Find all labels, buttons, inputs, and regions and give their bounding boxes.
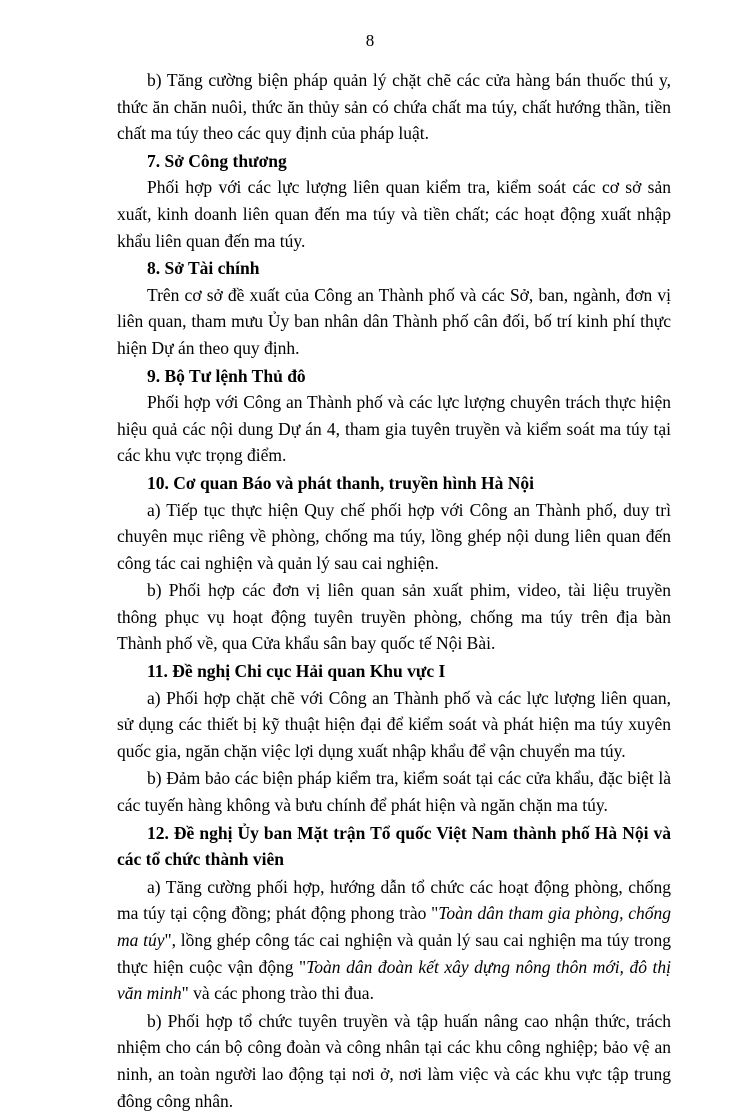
campaign-name-2: Toàn dân đoàn kết xây dựng nông thôn mới, đô thị văn minh xyxy=(117,956,671,1004)
paragraph-customs-b: b) Đảm bảo các biện pháp kiểm tra, kiểm soát tại các cửa khẩu, đặc biệt là các tuyến hàng không và bưu chính để phát hiện và ngăn chặn ma túy. xyxy=(117,768,671,816)
paragraph-fatherland-front-b: b) Phối hợp tổ chức tuyên truyền và tập huấn nâng cao nhận thức, trách nhiệm cho cán bộ công đoàn và công nhân tại các khu công nghiệp; bảo vệ an ninh, an toàn người lao động tại nơi ở, nơi làm việc và các khu vực tập trung đông công nhân. xyxy=(117,1010,671,1111)
document-body xyxy=(117,67,671,1114)
paragraph-industry-trade: Phối hợp với các lực lượng liên quan kiểm tra, kiểm soát các cơ sở sản xuất, kinh doanh liên quan đến ma túy và tiền chất; các hoạt động xuất nhập khẩu liên quan đến ma túy. xyxy=(117,177,671,251)
text-segment: ", lồng ghép công tác cai nghiện và quản lý sau cai nghiện ma túy trong thực hiện cuộc vận động " xyxy=(117,930,671,977)
heading-hanoi-press-broadcast: 10. Cơ quan Báo và phát thanh, truyền hình Hà Nội xyxy=(147,472,535,493)
heading-department-industry-trade: 7. Sở Công thương xyxy=(147,150,287,171)
page-number: 8 xyxy=(365,31,375,50)
heading-department-finance: 8. Sở Tài chính xyxy=(147,258,260,279)
paragraph-fatherland-front-a xyxy=(117,874,671,1007)
paragraph-customs-a: a) Phối hợp chặt chẽ với Công an Thành phố và các lực lượng liên quan, sử dụng các thiết bị kỹ thuật hiện đại để kiểm soát và phát hiện ma túy xuyên quốc gia, ngăn chặn việc lợi dụng xuất nhập khẩu để vận chuyển ma túy. xyxy=(117,687,671,761)
heading-capital-command: 9. Bộ Tư lệnh Thủ đô xyxy=(147,365,306,386)
text-segment: a) Tăng cường phối hợp, hướng dẫn tổ chức các hoạt động phòng, chống ma túy tại cộng đồng; phát động phong trào " xyxy=(117,876,671,924)
campaign-name-1: Toàn dân tham gia phòng, chống ma túy xyxy=(117,903,671,950)
paragraph-press-b: b) Phối hợp các đơn vị liên quan sản xuất phim, video, tài liệu truyền thông phục vụ hoạt động tuyên truyền phòng, chống ma túy trên địa bàn Thành phố về, qua Cửa khẩu sân bay quốc tế Nội Bài. xyxy=(117,580,671,654)
paragraph-finance: Trên cơ sở đề xuất của Công an Thành phố và các Sở, ban, ngành, đơn vị liên quan, tham mưu Ủy ban nhân dân Thành phố cân đối, bố trí kinh phí thực hiện Dự án theo quy định. xyxy=(117,284,671,358)
paragraph-press-a: a) Tiếp tục thực hiện Quy chế phối hợp với Công an Thành phố, duy trì chuyên mục riêng về phòng, chống ma túy, lồng ghép nội dung liên quan đến công tác cai nghiện và quản lý sau cai nghiện. xyxy=(117,499,671,573)
paragraph-pet-medicine-stores: b) Tăng cường biện pháp quản lý chặt chẽ các cửa hàng bán thuốc thú y, thức ăn chăn nuôi, thức ăn thủy sản có chứa chất ma túy, chất hướng thần, tiền chất ma túy theo các quy định của pháp luật. xyxy=(117,70,671,144)
heading-fatherland-front: 12. Đề nghị Ủy ban Mặt trận Tổ quốc Việt Nam thành phố Hà Nội và các tổ chức thành viên xyxy=(117,822,671,870)
paragraph-capital-command: Phối hợp với Công an Thành phố và các lực lượng chuyên trách thực hiện hiệu quả các nội dung Dự án 4, tham gia tuyên truyền và kiểm soát ma túy tại các khu vực trọng điểm. xyxy=(117,392,671,466)
text-segment: " và các phong trào thi đua. xyxy=(181,983,374,1004)
heading-customs-region-1: 11. Đề nghị Chi cục Hải quan Khu vực I xyxy=(147,661,446,682)
